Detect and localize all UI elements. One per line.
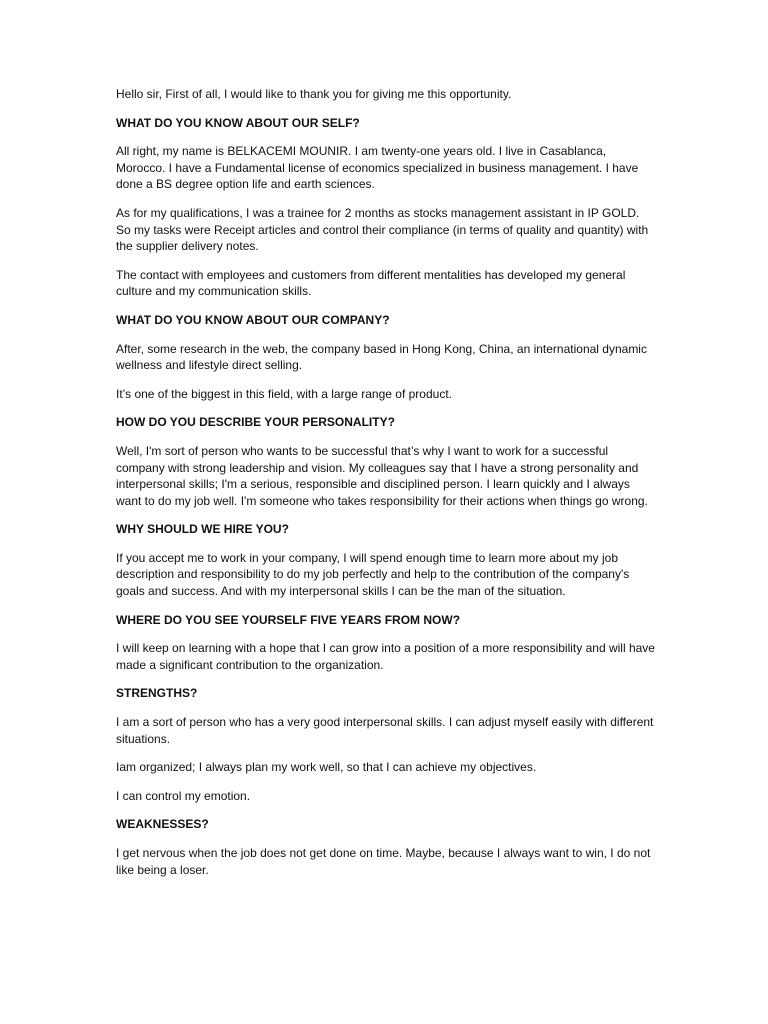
answer-paragraph: It’s one of the biggest in this field, with a large range of product.: [116, 386, 452, 401]
answer-paragraph: The contact with employees and customers from different mentalities has developed my general culture and my communication skills.: [116, 267, 626, 299]
answer-paragraph: I am a sort of person who has a very good interpersonal skills. I can adjust myself easily with different situations.: [116, 715, 654, 746]
question-heading-strengths: STRENGTHS?: [116, 686, 198, 701]
question-heading-personality: HOW DO YOU DESCRIBE YOUR PERSONALITY?: [116, 415, 395, 430]
question-heading-about-self: WHAT DO YOU KNOW ABOUT OUR SELF?: [116, 115, 360, 130]
answer-paragraph: If you accept me to work in your company, I will spend enough time to learn more about my job description and responsibility to do my job perfectly and help to the contribution of the company's goals and success. And with my interpersonal skills I can be the man of the situation.: [116, 550, 630, 599]
answer-paragraph: Iam organized; I always plan my work well, so that I can achieve my objectives.: [116, 760, 537, 775]
answer-paragraph: As for my qualifications, I was a trainee for 2 months as stocks management assistant in IP GOLD. So my tasks were Receipt articles and control their compliance (in terms of quality and quantity) with the supplier delivery notes.: [116, 205, 649, 254]
answer-paragraph: Well, I'm sort of person who wants to be successful that’s why I want to work for a successful company with strong leadership and vision. My colleagues say that I have a strong personality and interpersonal skills; I'm a serious, responsible and disciplined person. I learn quickly and I always want to do my job well. I'm someone who takes responsibility for their actions when things go wrong.: [116, 443, 648, 508]
answer-paragraph: I can control my emotion.: [116, 788, 251, 803]
answer-paragraph: All right, my name is BELKACEMI MOUNIR. I am twenty-one years old. I live in Casablanca, Morocco. I have a Fundamental license of economics specialized in business management. I have done a BS degree option life and earth sciences.: [116, 144, 639, 192]
question-heading-five-years: WHERE DO YOU SEE YOURSELF FIVE YEARS FROM NOW?: [116, 612, 461, 627]
greeting-paragraph: Hello sir, First of all, I would like to thank you for giving me this opportunity.: [116, 87, 512, 101]
answer-paragraph: I get nervous when the job does not get done on time. Maybe, because I always want to win, I do not like being a loser.: [116, 846, 651, 877]
document-body: [116, 86, 656, 890]
question-heading-hire: WHY SHOULD WE HIRE YOU?: [116, 522, 289, 537]
answer-paragraph: After, some research in the web, the company based in Hong Kong, China, an international dynamic wellness and lifestyle direct selling.: [116, 341, 647, 373]
question-heading-weaknesses: WEAKNESSES?: [116, 817, 209, 832]
answer-paragraph: I will keep on learning with a hope that I can grow into a position of a more responsibility and will have made a significant contribution to the organization.: [116, 641, 655, 672]
question-heading-about-company: WHAT DO YOU KNOW ABOUT OUR COMPANY?: [116, 312, 390, 327]
